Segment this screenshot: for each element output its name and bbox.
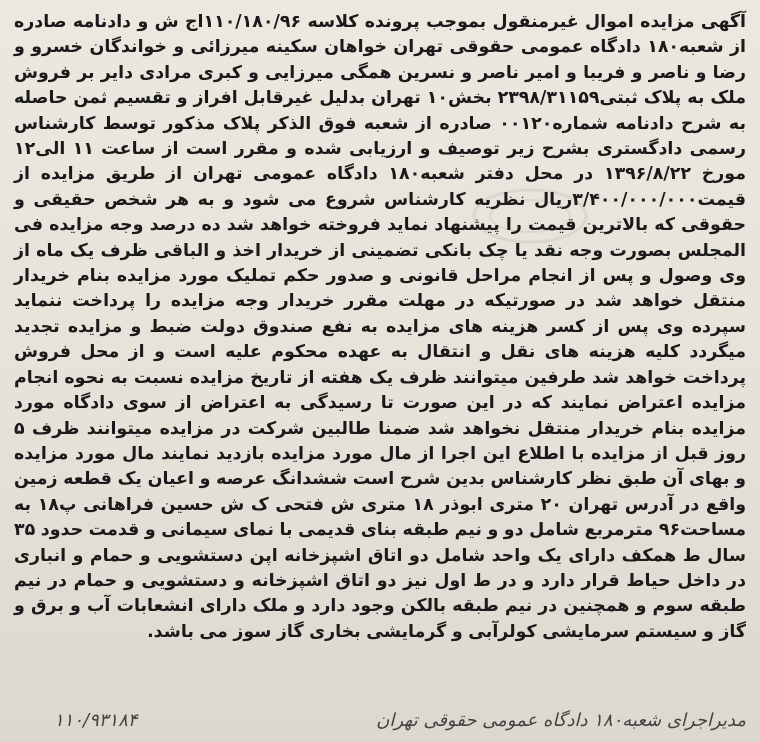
notice-footer bbox=[14, 704, 746, 736]
notice-code: ۱۱۰/۹۳۱۸۴ bbox=[54, 709, 138, 731]
issuer-signature: مدیراجرای شعبه۱۸۰ دادگاه عمومی حقوقی تهران bbox=[376, 709, 746, 731]
auction-notice-text: آگهی مزایده اموال غیرمنقول بموجب پرونده کلاسه ۱۱۰/۱۸۰/۹۶اج ش و دادنامه صادره از شعبه۱۸۰ دادگاه عمومی حقوقی تهران خواهان سکینه میرزائی و خواندگان خسرو و رضا و ناصر و فریبا و امیر ناصر و نسرین همگی میرزایی و کبری مرادی دایر بر فروش ملک به پلاک ثبتی۲۳۹۸/۳۱۱۵۹ بخش۱۰ تهران بدلیل غیرقابل افراز و تقسیم ثمن حاصله به شرح دادنامه شماره۰۰۱۲۰ صادره از شعبه فوق الذکر پلاک مذکور توسط کارشناس رسمی دادگستری بشرح زیر توصیف و ارزیابی شده و مقرر است از ساعت ۱۱ الی۱۲ مورخ ۱۳۹۶/۸/۲۲ در محل دفتر شعبه۱۸۰ دادگاه عمومی تهران از طریق مزایده از قیمت۳/۴۰۰/۰۰۰/۰۰۰ریال نظریه کارشناس شروع می شود و به هر شخص حقیقی و حقوقی که بالاترین قیمت را پیشنهاد نماید فروخته خواهد شد ده درصد وجه مزایده فی المجلس بصورت وجه نقد یا چک بانکی تضمینی از خریدار اخذ و الباقی ظرف یک ماه از وی وصول و پس از انجام مراحل قانونی و صدور حکم تملیک مورد مزایده بنام خریدار منتقل خواهد شد در صورتیکه در مهلت مقرر خریدار وجه مزایده را پرداخت ننماید سپرده وی پس از کسر هزینه های مزایده به نفع صندوق دولت ضبط و مزایده تجدید میگردد کلیه هزینه های نقل و انتقال به عهده محکوم علیه است و از محل فروش پرداخت خواهد شد طرفین میتوانند ظرف یک هفته از تاریخ مزایده نسبت به نحوه انجام مزایده اعتراض نمایند که در این صورت تا رسیدگی به اعتراض از سوی دادگاه مورد مزایده بنام خریدار منتقل نخواهد شد ضمنا طالبین شرکت در مزایده میتوانند ظرف ۵ روز قبل از مزایده با اطلاع این اجرا از مال مورد مزایده بازدید نمایند مال مورد مزایده و بهای آن طبق نظر کارشناس بدین شرح است ششدانگ عرصه و اعیان یک قطعه زمین واقع در آدرس تهران ۲۰ متری ابوذر ۱۸ متری ش فتحی ک ش حسین فراهانی پ۱۸ به مساحت۹۶ مترمربع شامل دو و نیم طبقه بنای قدیمی با نمای سیمانی و قدمت حدود ۳۵ سال ط همکف دارای یک واحد شامل دو اتاق اشپزخانه اپن دستشویی و حمام و انباری در داخل حیاط قرار دارد و در ط اول نیز دو اتاق اشپزخانه و دستشویی و حمام در نیم طبقه سوم و همچنین در نیم طبقه بالکن وجود دارد و ملک دارای انشعابات آب و برق و گاز و سیستم سرمایشی کولرآبی و گرمایشی بخاری گاز سوز می باشد. bbox=[14, 12, 747, 642]
